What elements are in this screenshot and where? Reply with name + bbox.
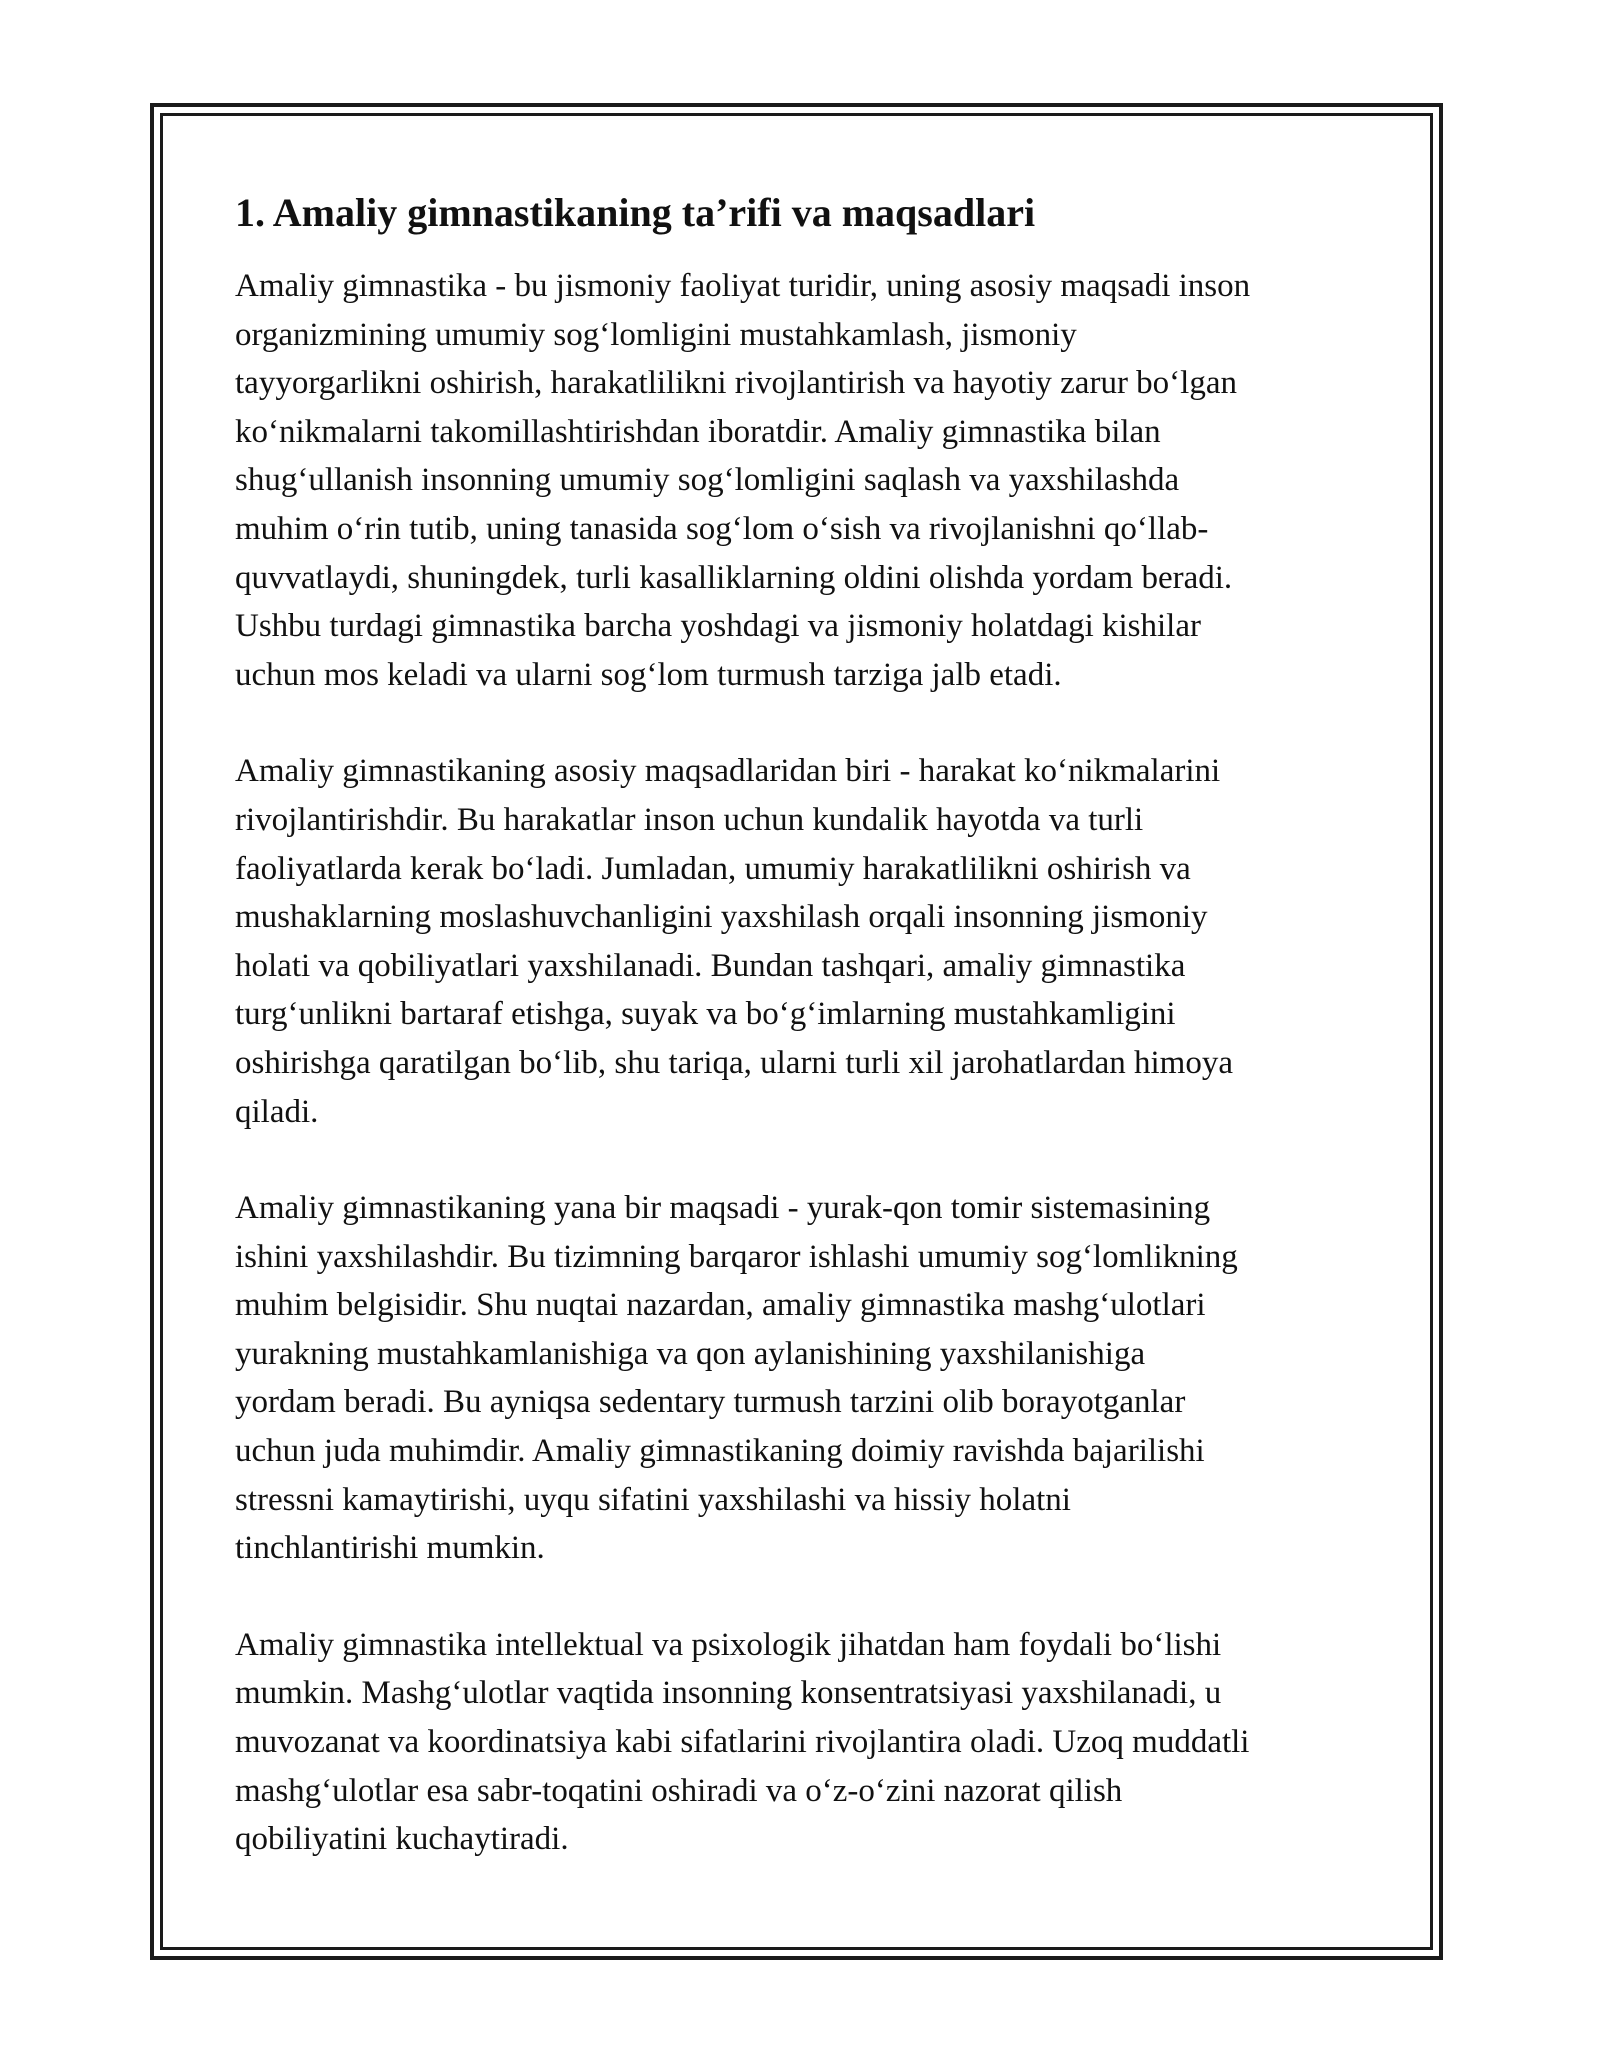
paragraph-line: uchun juda muhimdir. Amaliy gimnastikaning doimiy ravishda bajarilishi <box>235 1433 1205 1470</box>
paragraph-line: oshirishga qaratilgan bo‘lib, shu tariqa, ularni turli xil jarohatlardan himoya <box>235 1044 1233 1081</box>
paragraph-line: ko‘nikmalarni takomillashtirishdan iboratdir. Amaliy gimnastika bilan <box>235 413 1161 450</box>
paragraph-line: quvvatlaydi, shuningdek, turli kasalliklarning oldini olishda yordam beradi. <box>235 559 1233 596</box>
paragraph-line: Amaliy gimnastikaning yana bir maqsadi - yurak-qon tomir sistemasining <box>235 1190 1211 1227</box>
paragraph-line: mumkin. Mashg‘ulotlar vaqtida insonning konsentratsiyasi yaxshilanadi, u <box>235 1675 1222 1712</box>
paragraph-line: tinchlantirishi mumkin. <box>235 1530 545 1567</box>
section-heading: 1. Amaliy gimnastikaning ta’rifi va maqsadlari <box>235 190 1036 235</box>
paragraph-line: organizmining umumiy sog‘lomligini mustahkamlash, jismoniy <box>235 316 1077 353</box>
paragraph-line: uchun mos keladi va ularni sog‘lom turmush tarziga jalb etadi. <box>235 656 1062 693</box>
paragraph-line: muhim belgisidir. Shu nuqtai nazardan, amaliy gimnastika mashg‘ulotlari <box>235 1287 1206 1324</box>
paragraph <box>235 1184 1375 1573</box>
paragraph-list <box>235 262 1375 1864</box>
paragraph-line: yurakning mustahkamlanishiga va qon aylanishining yaxshilanishiga <box>235 1335 1146 1372</box>
paragraph-line: Amaliy gimnastika intellektual va psixologik jihatdan ham foydali bo‘lishi <box>235 1626 1222 1663</box>
paragraph-line: mushaklarning moslashuvchanligini yaxshilash orqali insonning jismoniy <box>235 899 1208 936</box>
paragraph-line: muvozanat va koordinatsiya kabi sifatlarini rivojlantira oladi. Uzoq muddatli <box>235 1724 1250 1761</box>
paragraph-line: qobiliyatini kuchaytiradi. <box>235 1821 569 1858</box>
document-body <box>235 188 1375 1912</box>
paragraph-line: holati va qobiliyatlari yaxshilanadi. Bundan tashqari, amaliy gimnastika <box>235 947 1186 984</box>
paragraph-line: muhim o‘rin tutib, uning tanasida sog‘lom o‘sish va rivojlanishni qo‘llab- <box>235 510 1209 547</box>
paragraph-line: yordam beradi. Bu ayniqsa sedentary turmush tarzini olib borayotganlar <box>235 1384 1186 1421</box>
paragraph-line: stressni kamaytirishi, uyqu sifatini yaxshilashi va hissiy holatni <box>235 1481 1071 1518</box>
paragraph-line: qiladi. <box>235 1093 319 1130</box>
paragraph-line: turg‘unlikni bartaraf etishga, suyak va bo‘g‘imlarning mustahkamligini <box>235 996 1176 1033</box>
paragraph <box>235 747 1375 1136</box>
paragraph-line: Amaliy gimnastika - bu jismoniy faoliyat turidir, uning asosiy maqsadi inson <box>235 268 1251 304</box>
paragraph-line: mashg‘ulotlar esa sabr-toqatini oshiradi va o‘z-o‘zini nazorat qilish <box>235 1772 1123 1809</box>
paragraph-line: faoliyatlarda kerak bo‘ladi. Jumladan, umumiy harakatlilikni oshirish va <box>235 850 1191 887</box>
paragraph-line: shug‘ullanish insonning umumiy sog‘lomligini saqlash va yaxshilashda <box>235 462 1180 499</box>
paragraph-line: rivojlantirishdir. Bu harakatlar inson uchun kundalik hayotda va turli <box>235 801 1144 838</box>
paragraph <box>235 262 1375 699</box>
paragraph-line: ishini yaxshilashdir. Bu tizimning barqaror ishlashi umumiy sog‘lomlikning <box>235 1238 1238 1275</box>
paragraph-line: Amaliy gimnastikaning asosiy maqsadlaridan biri - harakat ko‘nikmalarini <box>235 753 1221 790</box>
paragraph-line: tayyorgarlikni oshirish, harakatlilikni rivojlantirish va hayotiy zarur bo‘lgan <box>235 365 1237 402</box>
paragraph <box>235 1621 1375 1864</box>
paragraph-line: Ushbu turdagi gimnastika barcha yoshdagi va jismoniy holatdagi kishilar <box>235 608 1201 645</box>
